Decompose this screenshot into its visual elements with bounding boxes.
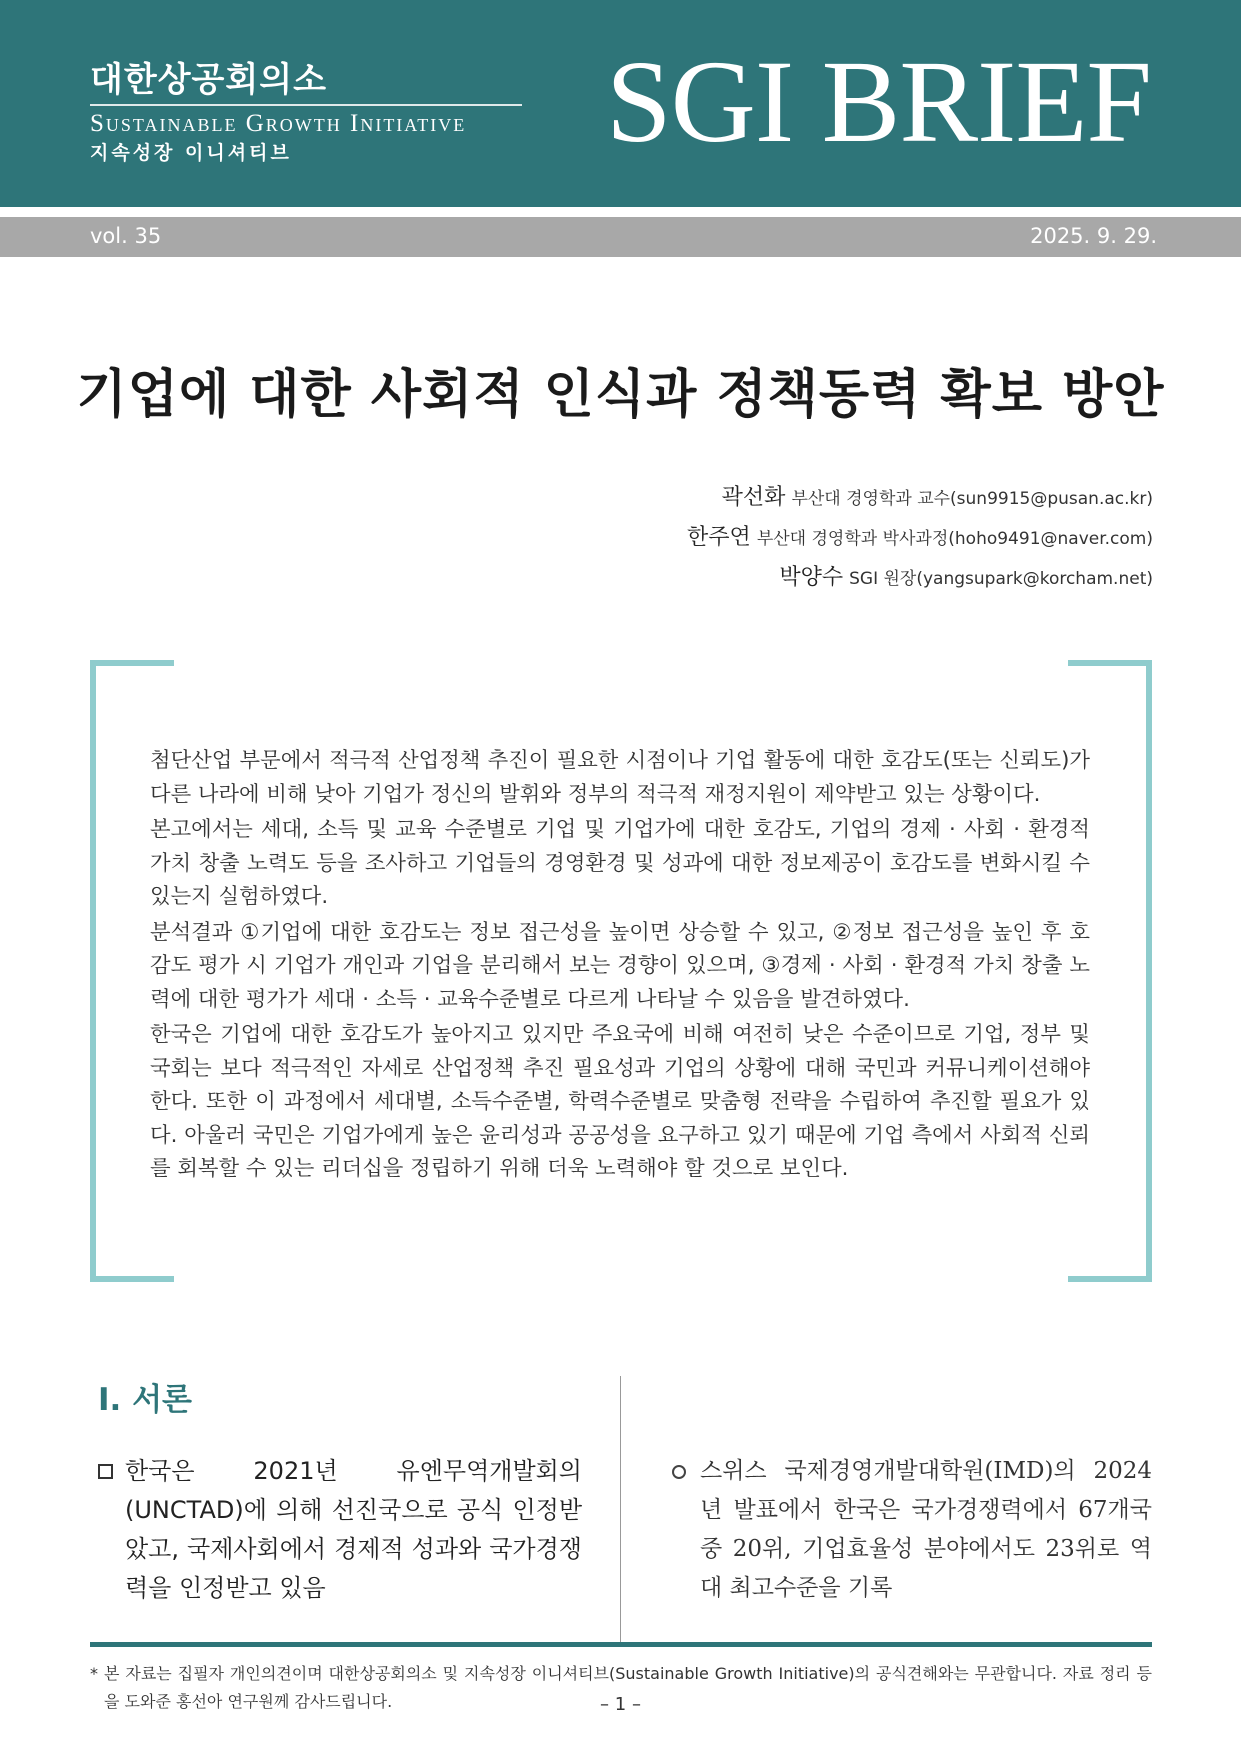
column-divider (620, 1376, 621, 1644)
bullet-text: 스위스 국제경영개발대학원(IMD)의 2024년 발표에서 한국은 국가경쟁력에서 67개국 중 20위, 기업효율성 분야에서도 23위로 역대 최고수준을 기록 (700, 1458, 1152, 1601)
left-column (98, 1452, 582, 1608)
footer-rule (90, 1642, 1152, 1647)
page-title: 기업에 대한 사회적 인식과 정책동력 확보 방안 (76, 365, 1165, 425)
footnote-mark: * (90, 1664, 98, 1683)
author-list (687, 478, 1153, 598)
bracket-left-side (90, 660, 96, 1282)
author-entry (687, 558, 1153, 598)
abstract-paragraph: 본고에서는 세대, 소득 및 교육 수준별로 기업 및 기업가에 대한 호감도, 기업의 경제 · 사회 · 환경적 가치 창출 노력도 등을 조사하고 기업들의 경영환경 및 성과에 대한 정보제공이 호감도를 변화시킬 수 있는지 실험하였다. (150, 817, 1090, 909)
org-name-english: Sustainable Growth Initiative (90, 110, 467, 137)
page-number: – 1 – (600, 1694, 641, 1715)
abstract-paragraph: 분석결과 ①기업에 대한 호감도는 정보 접근성을 높이면 상승할 수 있고, ②정보 접근성을 높인 후 호감도 평가 시 기업가 개인과 기업을 분리해서 보는 경향이 있으며, ③경제 · 사회 · 환경적 가치 창출 노력에 대한 평가가 세대 · 소득 · 교육수준별로 다르게 나타날 수 있음을 발견하였다. (150, 919, 1090, 1012)
bracket-right-bottom (1068, 1276, 1152, 1282)
volume-number: vol. 35 (90, 224, 162, 248)
org-subname-korean: 지속성장 이니셔티브 (90, 142, 292, 164)
author-affiliation: SGI 원장(yangsupark@korcham.net) (849, 569, 1153, 589)
author-entry (687, 518, 1153, 558)
footnote-text: 본 자료는 집필자 개인의견이며 대한상공회의소 및 지속성장 이니셔티브(Sustainable Growth Initiative)의 공식견해와는 무관합니다. 자료 정리 등을 도와준 홍선아 연구원께 감사드립니다. (104, 1664, 1152, 1711)
author-name: 박양수 (779, 565, 844, 590)
bullet-text: 한국은 2021년 유엔무역개발회의(UNCTAD)에 의해 선진국으로 공식 인정받았고, 국제사회에서 경제적 성과와 국가경쟁력을 인정받고 있음 (125, 1457, 582, 1602)
abstract-box (150, 744, 1090, 1188)
abstract-paragraph: 한국은 기업에 대한 호감도가 높아지고 있지만 주요국에 비해 여전히 낮은 수준이므로 기업, 정부 및 국회는 보다 적극적인 자세로 산업정책 추진 필요성과 기업의 상황에 대해 국민과 커뮤니케이션해야 한다. 또한 이 과정에서 세대별, 소득수준별, 학력수준별로 맞춤형 전략을 수립하여 추진할 필요가 있다. 아울러 국민은 기업가에게 높은 윤리성과 공공성을 요구하고 있기 때문에 기업 측에서 사회적 신뢰를 회복할 수 있는 리더십을 정립하기 위해 더욱 노력해야 할 것으로 보인다. (150, 1022, 1090, 1181)
brand-title: SGI BRIEF (606, 36, 1152, 167)
org-name-korean: 대한상공회의소 (90, 60, 327, 100)
bracket-right-top (1068, 660, 1152, 666)
author-name: 곽선화 (721, 485, 786, 510)
section-heading: Ⅰ. 서론 (98, 1382, 192, 1418)
circle-bullet-icon (672, 1465, 686, 1479)
bracket-right-side (1146, 660, 1152, 1282)
org-divider (90, 104, 522, 106)
header-banner (0, 0, 1241, 207)
author-affiliation: 부산대 경영학과 박사과정(hoho9491@naver.com) (756, 529, 1153, 549)
abstract-paragraph: 첨단산업 부문에서 적극적 산업정책 추진이 필요한 시점이나 기업 활동에 대한 호감도(또는 신뢰도)가 다른 나라에 비해 낮아 기업가 정신의 발휘와 정부의 적극적 재정지원이 제약받고 있는 상황이다. (150, 748, 1090, 807)
bracket-left-bottom (90, 1276, 174, 1282)
right-column (672, 1452, 1152, 1608)
bracket-left-top (90, 660, 174, 666)
square-bullet-icon (98, 1464, 113, 1479)
issue-date: 2025. 9. 29. (1030, 224, 1157, 248)
author-affiliation: 부산대 경영학과 교수(sun9915@pusan.ac.kr) (791, 489, 1153, 509)
author-name: 한주연 (687, 525, 751, 550)
author-entry (687, 478, 1153, 518)
